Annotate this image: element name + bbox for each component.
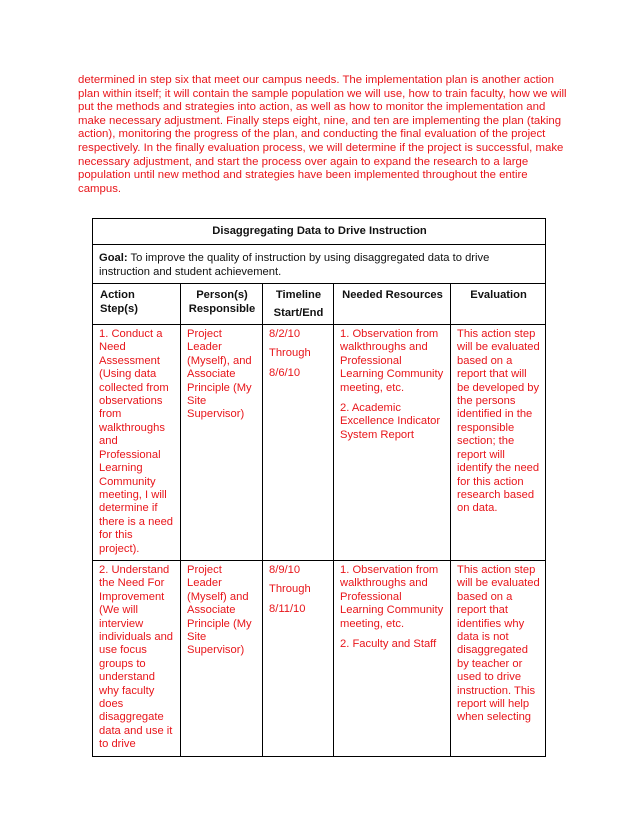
- row2-timeline: [263, 560, 334, 756]
- row1-timeline: [263, 325, 334, 561]
- row1-timeline-end: 8/6/10: [269, 366, 301, 379]
- table-row: [93, 325, 546, 561]
- goal-text: To improve the quality of instruction by using disaggregated data to drive instruction and student achievement.: [99, 252, 490, 278]
- row1-timeline-start: 8/2/10: [269, 328, 301, 341]
- header-action-steps: Action Step(s): [93, 284, 181, 325]
- row1-action-step: 1. Conduct a Need Assessment (Using data collected from observations from walkthroughs and Professional Learning Community meeting, I will determine if there is a need for this project).: [93, 325, 181, 561]
- row2-timeline-end: 8/11/10: [269, 602, 306, 615]
- row2-needed-resources: [334, 560, 451, 756]
- header-needed-resources: Needed Resources: [334, 284, 451, 325]
- row2-person-responsible: Project Leader (Myself) and Associate Principle (My Site Supervisor): [181, 560, 263, 756]
- row2-timeline-start: 8/9/10: [269, 563, 301, 576]
- intro-paragraph: determined in step six that meet our campus needs. The implementation plan is another action plan within itself; it will contain the sample population we will use, how to train faculty, how we will put the methods and strategies into action, as well as how to monitor the implementation and make necessary adjustment. Finally steps eight, nine, and ten are implementing the plan (taking action), monitoring the progress of the plan, and conducting the final evaluation of the project respectively. In the finally evaluation process, we will determine if the project is successful, make necessary adjustment, and start the process over again to expand the research to a large population until new method and strategies have been implemented throughout the entire campus.: [78, 74, 567, 195]
- row1-resource-1: 1. Observation from walkthroughs and Professional Learning Community meeting, etc.: [340, 328, 444, 394]
- row2-evaluation: This action step will be evaluated based on a report that identifies why data is not disaggregated by teacher or used to drive instruction. This report will help when selecting: [451, 560, 546, 756]
- goal-row: [93, 245, 546, 284]
- row1-evaluation: This action step will be evaluated based on a report that will be developed by the persons identified in the responsible section; the report will identify the need for this action research based on data.: [451, 325, 546, 561]
- row2-resource-2: 2. Faculty and Staff: [340, 637, 437, 650]
- header-timeline: [263, 284, 334, 325]
- row1-needed-resources: [334, 325, 451, 561]
- action-plan-table: [92, 218, 546, 757]
- table-row: [93, 560, 546, 756]
- row1-resource-2: 2. Academic Excellence Indicator System Report: [340, 402, 441, 441]
- header-row: [93, 284, 546, 325]
- row2-action-step: 2. Understand the Need For Improvement (We will interview individuals and use focus groups to understand why faculty does disaggregate data and use it to drive: [93, 560, 181, 756]
- header-persons-responsible: Person(s) Responsible: [181, 284, 263, 325]
- header-timeline-line1: Timeline: [275, 289, 322, 302]
- goal-cell: [93, 245, 546, 284]
- row1-timeline-through: Through: [269, 347, 311, 360]
- row2-timeline-through: Through: [269, 583, 311, 596]
- row1-person-responsible: Project Leader (Myself), and Associate Principle (My Site Supervisor): [181, 325, 263, 561]
- row2-resource-1: 1. Observation from walkthroughs and Professional Learning Community meeting, etc.: [340, 563, 444, 630]
- table-title-row: [93, 219, 546, 245]
- goal-label: Goal:: [99, 252, 128, 265]
- header-timeline-line2: Start/End: [273, 306, 324, 319]
- header-evaluation: Evaluation: [451, 284, 546, 325]
- table-title: Disaggregating Data to Drive Instruction: [93, 219, 546, 245]
